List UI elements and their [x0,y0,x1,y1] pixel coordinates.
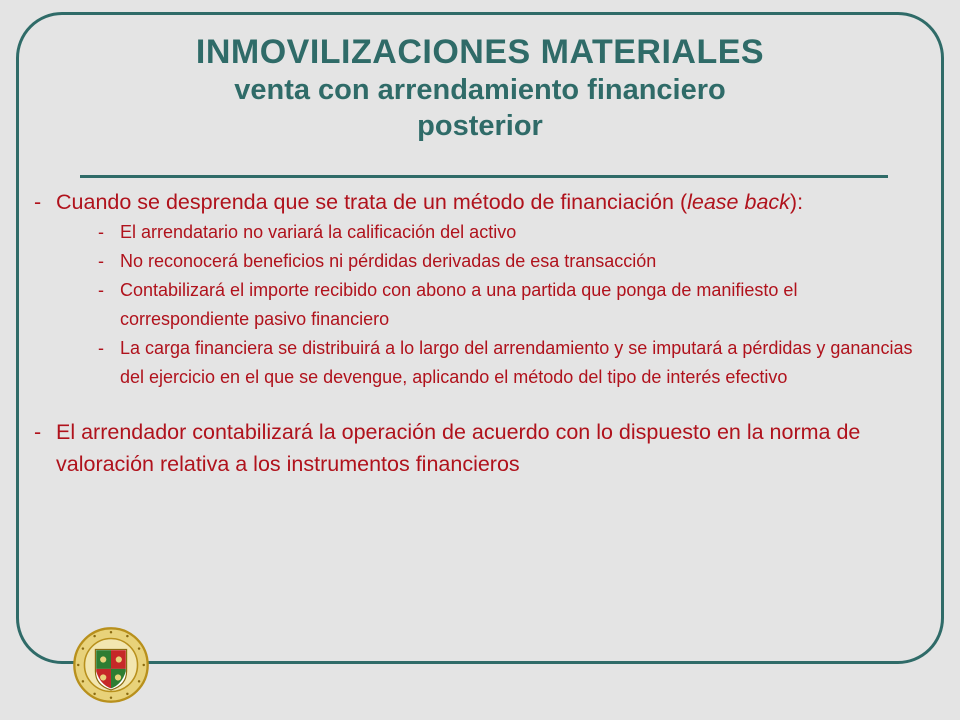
seal-charge [115,674,121,680]
list-item [98,247,924,276]
bullet-dash: - [34,190,42,214]
list-item-text: El arrendatario no variará la calificación del activo [120,222,517,242]
bullet-text: El arrendador contabilizará la operación de acuerdo con lo dispuesto en la norma de valoración relativa a los instrumentos financieros [56,420,861,476]
list-item [98,334,924,392]
seal-charge [100,656,106,662]
list-item-text: No reconocerá beneficios ni pérdidas derivadas de esa transacción [120,251,657,271]
list-item [98,218,924,247]
list-item [98,276,924,334]
spacer [34,392,924,416]
page-subtitle-line1: venta con arrendamiento financiero [234,74,726,106]
bullet-dash: - [98,222,104,242]
list-item-text: La carga financiera se distribuirá a lo largo del arrendamiento y se imputará a pérdidas y ganancias del ejercicio en el que se devengue, aplicando el método del tipo de interés efectivo [120,338,913,387]
bullet-dash: - [98,280,104,300]
seal-charge [100,674,106,680]
bullet-dash: - [34,420,42,444]
page-subtitle-line2: posterior [417,110,543,142]
page-title: INMOVILIZACIONES MATERIALES [195,33,765,71]
bullet-text-before: Cuando se desprenda que se trata de un método de financiación ( [56,190,688,214]
university-seal-logo [72,626,150,704]
bullet-text-italic: lease back [687,190,790,214]
list-item-text: Contabilizará el importe recibido con abono a una partida que ponga de manifiesto el correspondiente pasivo financiero [120,280,798,329]
title-divider [80,175,888,178]
seal-charge [116,656,122,662]
sublist-lessee [98,218,924,392]
title-block [60,32,900,144]
bullet-lessor [34,416,924,480]
bullet-lessee [34,186,924,218]
bullet-text-after: ): [789,190,804,214]
slide-content [34,186,924,480]
bullet-dash: - [98,251,104,271]
bullet-dash: - [98,338,104,358]
